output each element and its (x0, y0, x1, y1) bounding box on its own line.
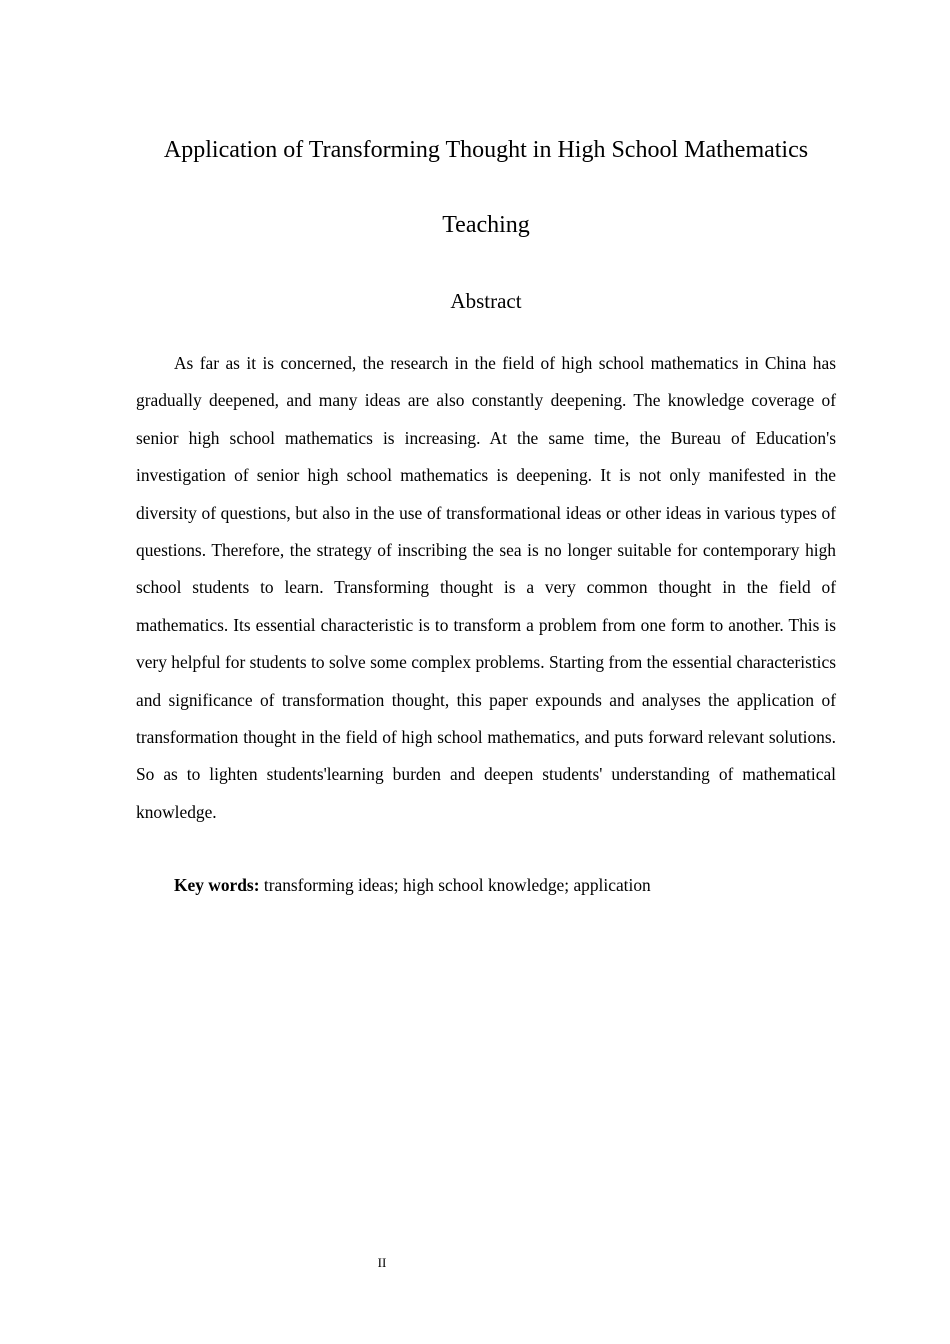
page-number: II (377, 1255, 387, 1270)
paper-title-line-1: Application of Transforming Thought in High School Mathematics (163, 137, 809, 163)
abstract-paragraph: As far as it is concerned, the research in the field of high school mathematics in China has gradually deepened, and many ideas are also constantly deepening. The knowledge coverage of senior high school mathematics is increasing. At the same time, the Bureau of Education's investigation of senior high school mathematics is deepening. It is not only manifested in the diversity of questions, but also in the use of transformational ideas or other ideas in various types of questions. Therefore, the strategy of inscribing the sea is no longer suitable for contemporary high school students to learn. Transforming thought is a very common thought in the field of mathematics. Its essential characteristic is to transform a problem from one form to another. This is very helpful for students to solve some complex problems. Starting from the essential characteristics and significance of transformation thought, this paper expounds and analyses the application of transformation thought in the field of high school mathematics, and puts forward relevant solutions. So as to lighten students'learning burden and deepen students' understanding of mathematical knowledge. (136, 353, 836, 822)
keywords-line (136, 870, 836, 900)
paper-title-line-2: Teaching (442, 212, 530, 238)
abstract-heading: Abstract (450, 289, 522, 313)
keywords-text: transforming ideas; high school knowledge; application (263, 875, 651, 895)
keywords-label: Key words: (174, 875, 260, 895)
